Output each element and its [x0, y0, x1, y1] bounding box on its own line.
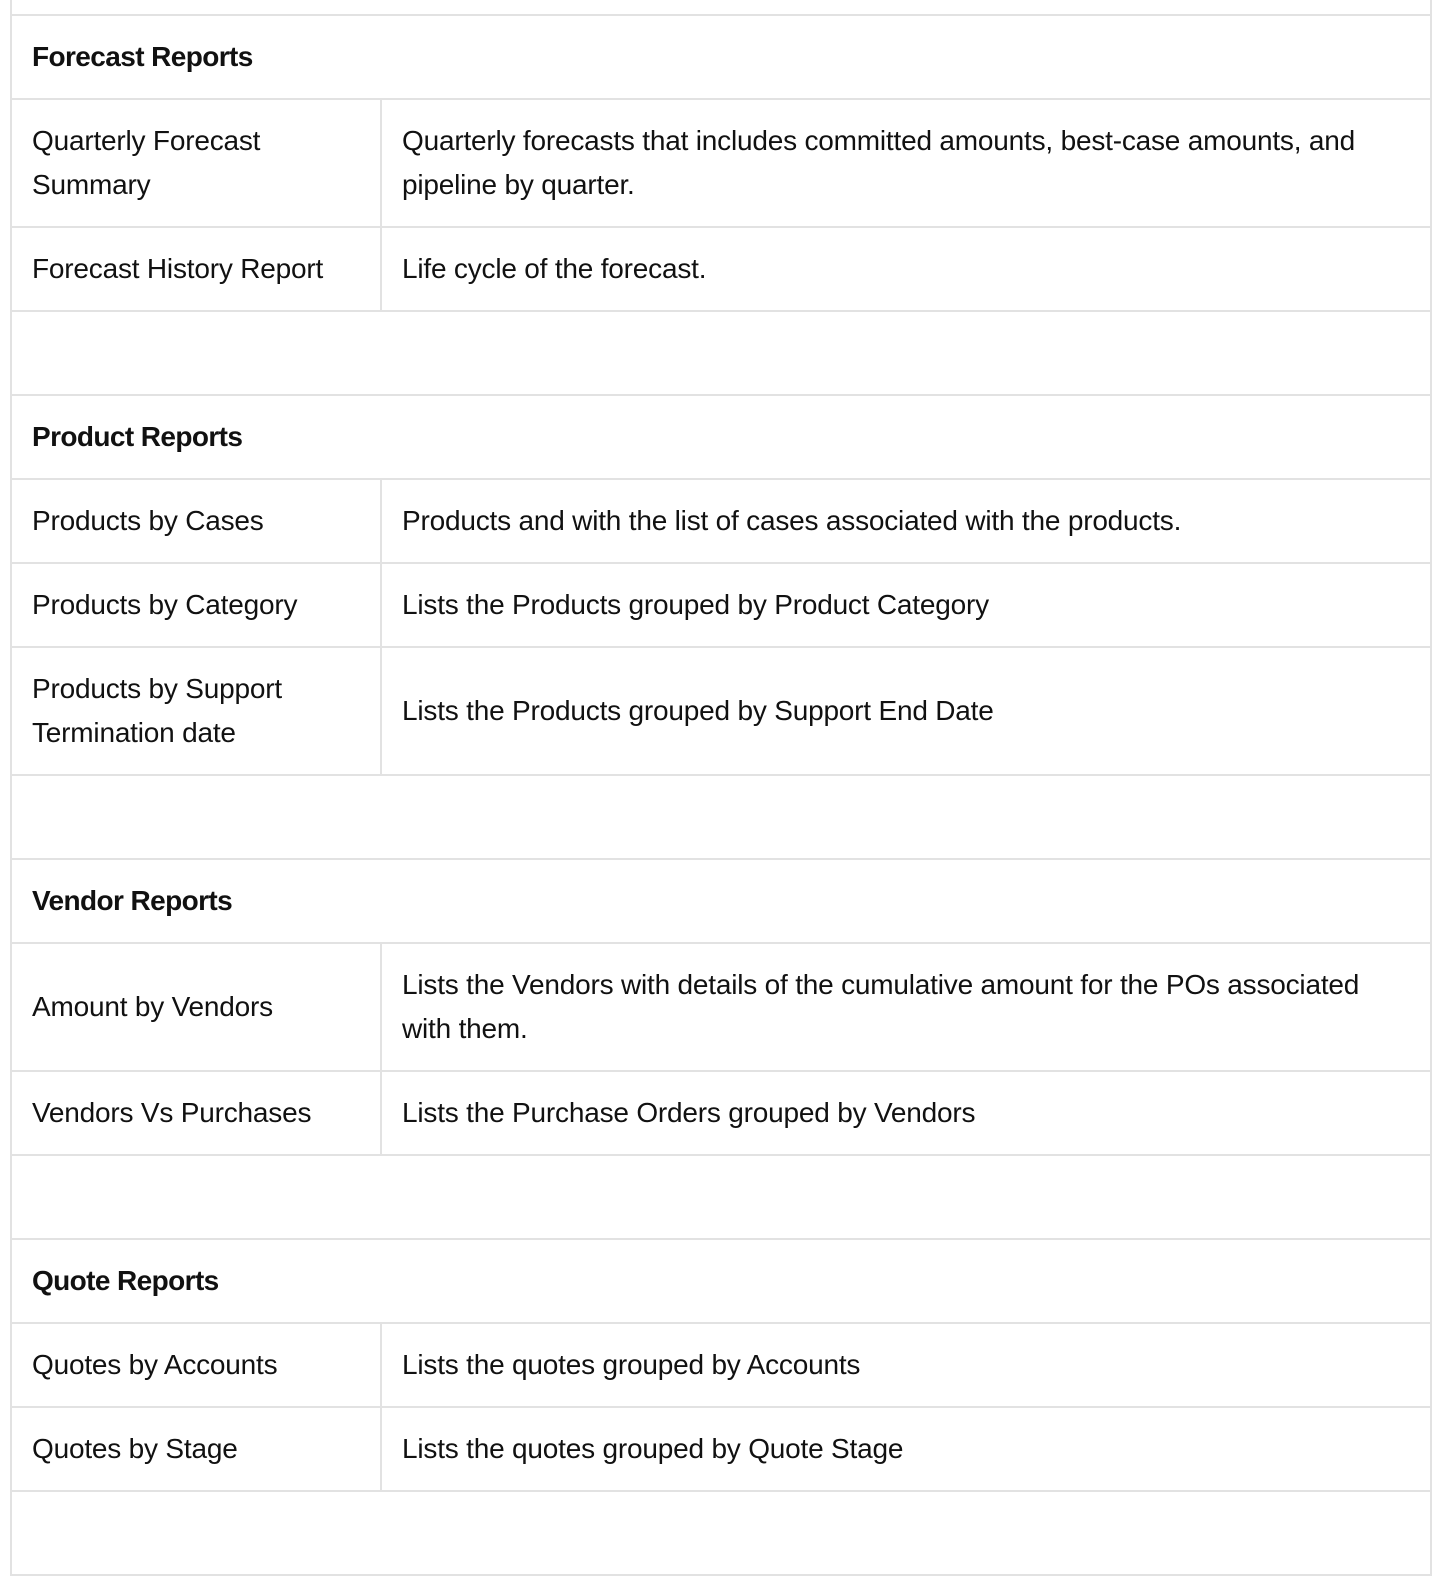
report-name: Quarterly Forecast Summary: [11, 99, 381, 227]
table-row: [11, 563, 1431, 647]
spacer-cell: [11, 0, 1431, 15]
table-row: [11, 1407, 1431, 1491]
spacer-row: [11, 311, 1431, 395]
table-row: [11, 1323, 1431, 1407]
table-row: [11, 99, 1431, 227]
report-description: Lists the Vendors with details of the cumulative amount for the POs associated with them.: [381, 943, 1431, 1071]
report-name: Quotes by Accounts: [11, 1323, 381, 1407]
report-name: Products by Support Termination date: [11, 647, 381, 775]
section-header-product-reports: [11, 395, 1431, 479]
spacer-row: [11, 1491, 1431, 1575]
report-name: Products by Cases: [11, 479, 381, 563]
section-header-forecast-reports: [11, 15, 1431, 99]
report-description: Lists the Products grouped by Product Category: [381, 563, 1431, 647]
report-description: Lists the Products grouped by Support End Date: [381, 647, 1431, 775]
spacer-row: [11, 1155, 1431, 1239]
table-row: [11, 943, 1431, 1071]
report-description: Lists the Purchase Orders grouped by Vendors: [381, 1071, 1431, 1155]
spacer-row: [11, 0, 1431, 15]
spacer-cell: [11, 1491, 1431, 1575]
section-header-vendor-reports: [11, 859, 1431, 943]
section-title: Forecast Reports: [11, 15, 1431, 99]
report-description: Lists the quotes grouped by Quote Stage: [381, 1407, 1431, 1491]
table-row: [11, 647, 1431, 775]
report-name: Products by Category: [11, 563, 381, 647]
section-header-quote-reports: [11, 1239, 1431, 1323]
report-description: Lists the quotes grouped by Accounts: [381, 1323, 1431, 1407]
spacer-cell: [11, 1155, 1431, 1239]
section-title: Vendor Reports: [11, 859, 1431, 943]
report-description: Products and with the list of cases associated with the products.: [381, 479, 1431, 563]
report-description: Quarterly forecasts that includes committed amounts, best-case amounts, and pipeline by quarter.: [381, 99, 1431, 227]
report-name: Forecast History Report: [11, 227, 381, 311]
report-name: Amount by Vendors: [11, 943, 381, 1071]
table-row: [11, 1071, 1431, 1155]
section-title: Quote Reports: [11, 1239, 1431, 1323]
spacer-cell: [11, 311, 1431, 395]
report-description: Life cycle of the forecast.: [381, 227, 1431, 311]
reports-table: [10, 0, 1432, 1576]
table-row: [11, 479, 1431, 563]
report-name: Quotes by Stage: [11, 1407, 381, 1491]
reports-table-container: [10, 0, 1430, 1576]
section-title: Product Reports: [11, 395, 1431, 479]
report-name: Vendors Vs Purchases: [11, 1071, 381, 1155]
table-row: [11, 227, 1431, 311]
spacer-row: [11, 775, 1431, 859]
spacer-cell: [11, 775, 1431, 859]
